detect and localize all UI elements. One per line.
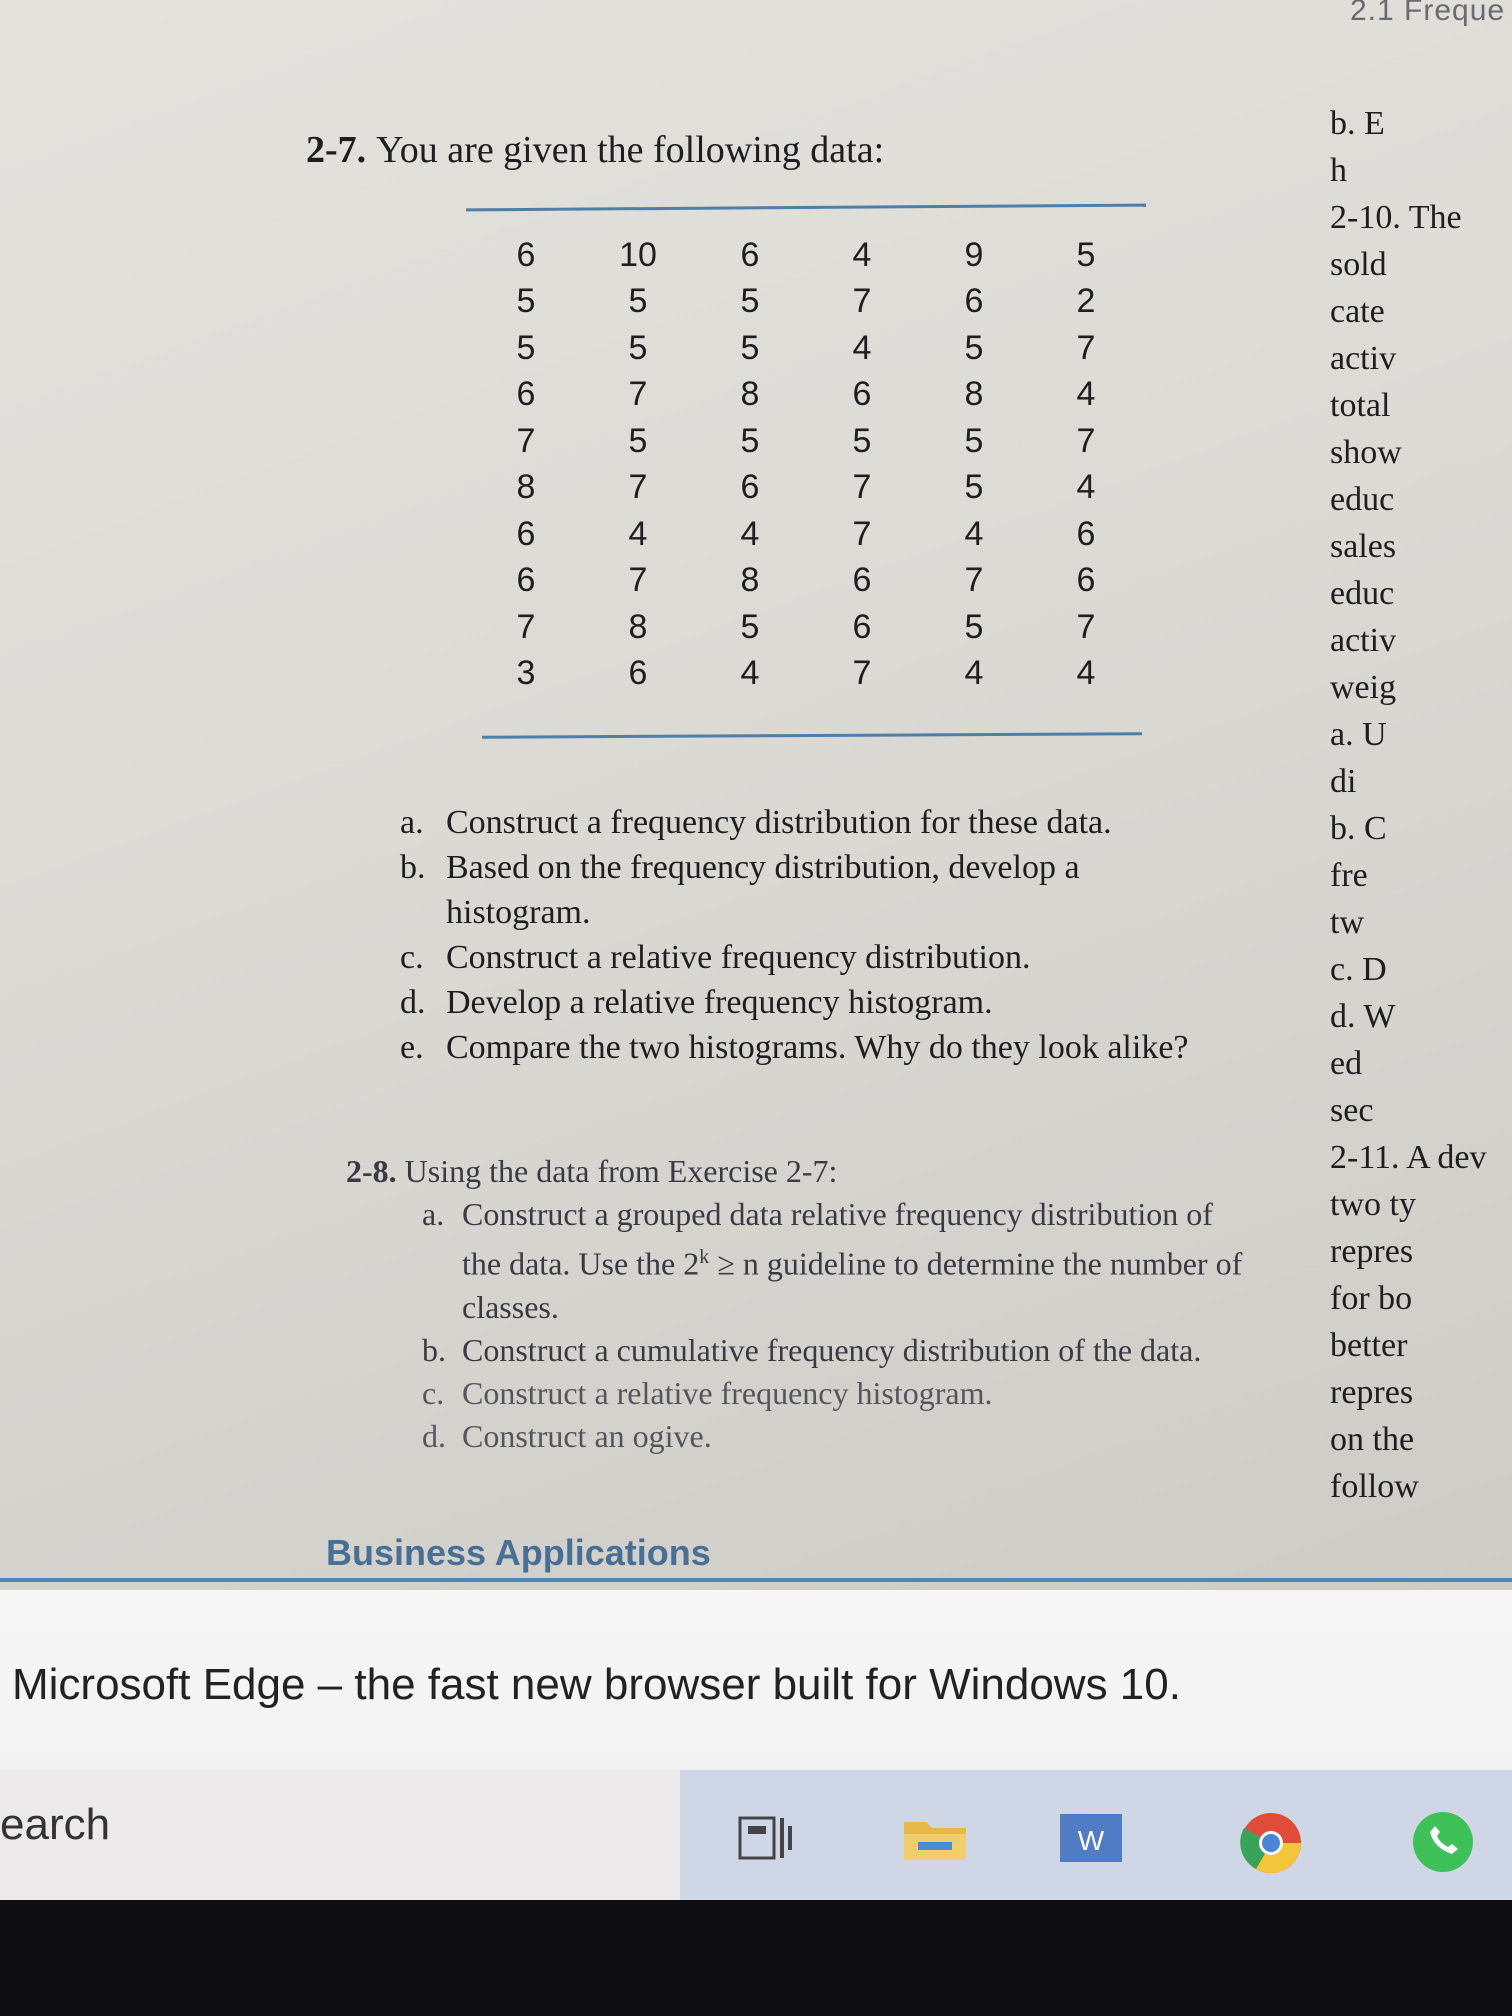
table-cell: 6: [740, 468, 760, 507]
part-text: Develop a relative frequency histogram.: [446, 984, 993, 1021]
part-item: [400, 800, 1200, 845]
exercise-2-8-heading: [346, 1150, 1246, 1193]
table-cell: 6: [516, 375, 536, 414]
part-item: [346, 1415, 1246, 1458]
file-explorer-icon[interactable]: [900, 1808, 970, 1873]
table-cell: 4: [852, 235, 872, 274]
table-cell: 3: [516, 654, 536, 693]
part-item: [346, 1329, 1246, 1372]
table-cell: 9: [964, 235, 984, 274]
right-column-line: total: [1330, 387, 1391, 424]
right-column-line: b. E: [1330, 105, 1385, 142]
right-column-line: c. D: [1330, 951, 1387, 988]
table-cell: 4: [852, 328, 872, 367]
part-text: Compare the two histograms. Why do they look alike?: [446, 1029, 1189, 1066]
table-cell: 10: [619, 235, 657, 274]
exercise-2-7-number: 2-7.: [306, 129, 367, 171]
right-column-line: show: [1330, 434, 1402, 471]
right-column-line: 2-10. The: [1330, 199, 1462, 236]
table-bottom-rule: [482, 732, 1142, 738]
part-text: Construct a grouped data relative frequency distribution of the data. Use the $2^k \ge n$ guideline to determine the number of classes.: [462, 1196, 1243, 1325]
right-column-line: h: [1330, 152, 1347, 189]
table-row: [470, 604, 1142, 651]
table-cell: 5: [964, 607, 984, 646]
part-label: c.: [400, 939, 424, 976]
table-cell: 5: [628, 421, 648, 460]
table-cell: 6: [516, 235, 536, 274]
part-text: Construct a cumulative frequency distribution of the data.: [462, 1331, 1202, 1368]
table-row: [470, 558, 1142, 605]
table-cell: 5: [740, 282, 760, 321]
table-cell: 7: [628, 375, 648, 414]
right-column-line: two ty: [1330, 1186, 1416, 1223]
table-cell: 4: [1076, 654, 1096, 693]
table-cell: 8: [628, 607, 648, 646]
table-cell: 5: [516, 282, 536, 321]
exercise-2-8: [346, 1150, 1246, 1458]
right-column-line: weig: [1330, 669, 1397, 706]
table-row: [470, 651, 1142, 698]
chrome-icon[interactable]: [1236, 1808, 1306, 1883]
exercise-2-8-title: Using the data from Exercise 2-7:: [404, 1153, 838, 1189]
right-column-line: repres: [1330, 1233, 1414, 1270]
part-text: Based on the frequency distribution, develop a histogram.: [446, 849, 1080, 931]
table-cell: 7: [852, 654, 872, 693]
table-cell: 7: [852, 468, 872, 507]
table-cell: 5: [1076, 235, 1096, 274]
table-cell: 7: [852, 514, 872, 553]
table-cell: 2: [1076, 282, 1096, 321]
table-cell: 7: [628, 561, 648, 600]
right-column-line: repres: [1330, 1374, 1414, 1411]
table-cell: 4: [964, 514, 984, 553]
right-column-line: sec: [1330, 1092, 1374, 1129]
table-cell: 5: [964, 468, 984, 507]
right-column-line: sales: [1330, 528, 1397, 565]
table-cell: 7: [852, 282, 872, 321]
table-cell: 6: [516, 514, 536, 553]
table-cell: 4: [628, 514, 648, 553]
table-cell: 6: [1076, 514, 1096, 553]
section-title: Business Applications: [326, 1532, 711, 1573]
table-cell: 6: [1076, 561, 1096, 600]
table-cell: 4: [1076, 375, 1096, 414]
right-column-line: b. C: [1330, 810, 1387, 847]
table-cell: 7: [1076, 607, 1096, 646]
right-column-line: activ: [1330, 622, 1397, 659]
table-cell: 6: [628, 654, 648, 693]
right-column-line: for bo: [1330, 1280, 1413, 1317]
screen-bezel: [0, 1900, 1512, 2016]
table-cell: 6: [740, 235, 760, 274]
right-column-cut-off: [1330, 100, 1512, 1510]
search-box[interactable]: earch: [0, 1800, 111, 1849]
right-column-line: follow: [1330, 1468, 1419, 1505]
part-label: a.: [422, 1196, 445, 1232]
part-label: d.: [400, 984, 426, 1021]
exercise-2-8-number: 2-8.: [346, 1153, 397, 1189]
table-cell: 8: [740, 375, 760, 414]
table-cell: 7: [628, 468, 648, 507]
part-label: b.: [400, 849, 426, 886]
table-cell: 7: [1076, 421, 1096, 460]
part-label: e.: [400, 1029, 424, 1066]
table-cell: 5: [628, 328, 648, 367]
exercise-2-7-heading: [306, 128, 884, 172]
part-text: Construct a relative frequency histogram.: [462, 1374, 993, 1411]
table-cell: 5: [740, 421, 760, 460]
table-row: [470, 372, 1142, 419]
table-row: [470, 279, 1142, 326]
right-column-line: di: [1330, 763, 1357, 800]
table-cell: 6: [852, 561, 872, 600]
right-column-line: on the: [1330, 1421, 1415, 1458]
table-cell: 7: [1076, 328, 1096, 367]
part-item: [346, 1372, 1246, 1415]
table-cell: 8: [516, 468, 536, 507]
exponent-k: k: [699, 1246, 710, 1268]
part-item: [400, 1025, 1200, 1070]
part-label: c.: [422, 1374, 445, 1411]
table-top-rule: [466, 204, 1146, 212]
whatsapp-icon[interactable]: [1408, 1808, 1478, 1883]
table-cell: 5: [740, 607, 760, 646]
table-cell: 4: [1076, 468, 1096, 507]
right-column-line: tw: [1330, 904, 1364, 941]
right-column-line: sold: [1330, 246, 1387, 283]
right-column-line: educ: [1330, 575, 1395, 612]
table-cell: 5: [628, 282, 648, 321]
part-text: Construct a relative frequency distribution.: [446, 939, 1031, 976]
edge-banner[interactable]: Microsoft Edge – the fast new browser built for Windows 10.: [12, 1660, 1181, 1709]
part-text: Construct an ogive.: [462, 1417, 712, 1454]
right-column-line: better: [1330, 1327, 1408, 1364]
table-cell: 4: [740, 654, 760, 693]
right-column-line: fre: [1330, 857, 1368, 894]
part-item: [400, 935, 1200, 980]
table-cell: 6: [852, 375, 872, 414]
table-row: [470, 418, 1142, 465]
table-cell: 6: [516, 561, 536, 600]
section-rule: [0, 1578, 1512, 1582]
table-cell: 5: [516, 328, 536, 367]
table-row: [470, 465, 1142, 512]
part-text: Construct a frequency distribution for these data.: [446, 804, 1112, 841]
table-cell: 4: [740, 514, 760, 553]
table-cell: 7: [516, 421, 536, 460]
word-icon-letter: W: [1077, 1825, 1105, 1856]
right-column-line: activ: [1330, 340, 1397, 377]
task-view-icon[interactable]: [736, 1808, 796, 1873]
right-column-line: a. U: [1330, 716, 1387, 753]
part-item: [400, 980, 1200, 1025]
running-head: 2.1 Freque: [1350, 0, 1506, 27]
table-cell: 5: [852, 421, 872, 460]
table-cell: 7: [516, 607, 536, 646]
part-item: [346, 1193, 1246, 1329]
table-row: [470, 325, 1142, 372]
exercise-2-7-parts: [400, 800, 1200, 1070]
table-row: [470, 511, 1142, 558]
table-row: [470, 232, 1142, 279]
table-cell: 8: [740, 561, 760, 600]
part-label: a.: [400, 804, 424, 841]
part-item: [400, 845, 1200, 935]
table-cell: 6: [852, 607, 872, 646]
table-cell: 5: [964, 328, 984, 367]
table-cell: 6: [964, 282, 984, 321]
right-column-line: d. W: [1330, 998, 1396, 1035]
table-cell: 7: [964, 561, 984, 600]
right-column-line: cate: [1330, 293, 1385, 330]
right-column-line: educ: [1330, 481, 1395, 518]
part-label: d.: [422, 1417, 446, 1454]
table-cell: 5: [964, 421, 984, 460]
exercise-2-7-title: You are given the following data:: [376, 129, 885, 171]
part-label: b.: [422, 1331, 446, 1368]
right-column-line: ed: [1330, 1045, 1363, 1082]
table-cell: 5: [740, 328, 760, 367]
data-table: [470, 232, 1142, 697]
right-column-line: 2-11. A dev: [1330, 1139, 1487, 1176]
table-cell: 4: [964, 654, 984, 693]
word-icon[interactable]: [1056, 1808, 1126, 1873]
table-cell: 8: [964, 375, 984, 414]
